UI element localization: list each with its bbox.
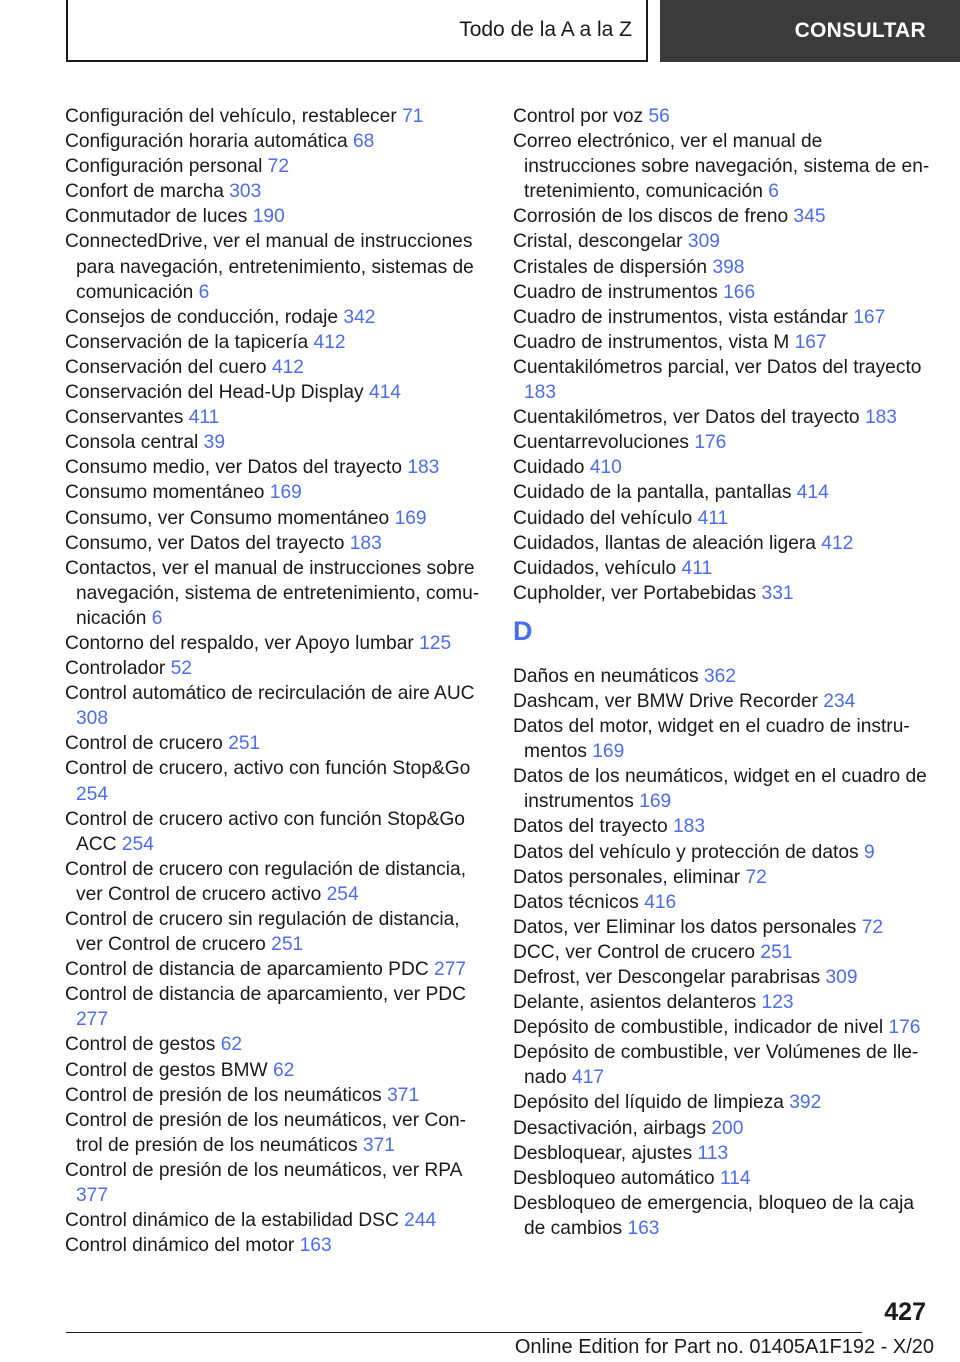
index-page-link[interactable]: 71 [402,106,424,127]
index-entry-text: Control de crucero activo con función Stop&Go ACC [65,808,465,855]
index-page-link[interactable]: 277 [76,1009,109,1031]
index-entry-text: Defrost, ver Descongelar parabrisas [513,967,821,988]
index-page-link[interactable]: 163 [627,1217,660,1239]
index-entry [513,1166,931,1191]
index-page-link[interactable]: 254 [76,783,109,805]
index-page-link[interactable]: 411 [681,557,713,579]
index-entry-text: Datos, ver Eliminar los datos personales [513,916,857,938]
index-entry-text: Control de presión de los neumáticos, ver RPA [65,1159,462,1181]
index-entry-text: Control de presión de los neumáticos [65,1084,382,1106]
index-page-link[interactable]: 362 [703,665,736,687]
index-entry [65,154,485,179]
index-entry-text: Correo electrónico, ver el manual de instrucciones sobre navegación, sistema de entretenimiento, comunicación [513,131,930,203]
index-entry [513,1191,931,1241]
index-page-link[interactable]: 412 [271,356,304,378]
index-page-link[interactable]: 277 [434,959,467,981]
index-page-link[interactable]: 251 [760,941,793,963]
index-entry [65,656,485,681]
index-page-link[interactable]: 371 [362,1134,395,1156]
index-entry [65,857,485,907]
index-entry [513,940,931,965]
index-page-link[interactable]: 398 [712,256,745,278]
index-page-link[interactable]: 412 [313,331,346,353]
index-entry [513,480,931,505]
index-entry-text: Corrosión de los discos de freno [513,206,789,228]
index-entry-text: Cuidado [513,457,585,479]
index-entry [65,957,485,982]
index-page-link[interactable]: 183 [673,816,706,838]
section-tab-label: Todo de la A a la Z [459,18,632,41]
index-entry-text: Control de distancia de aparcamiento PDC [65,959,429,981]
index-page-link[interactable]: 52 [170,658,192,680]
index-page-link[interactable]: 331 [761,582,794,604]
footer-divider [66,1332,862,1333]
index-entry [513,990,931,1015]
index-entry [513,104,931,129]
index-page-link[interactable]: 6 [151,607,163,629]
index-entry [65,129,485,154]
index-page-link[interactable]: 251 [271,934,304,956]
index-entry-text: Configuración horaria automática [65,131,348,153]
index-page-link[interactable]: 417 [572,1067,605,1089]
index-entry-text: Cristales de dispersión [513,256,708,278]
index-entry [65,731,485,756]
index-page-link[interactable]: 56 [648,106,670,127]
index-entry-text: Control dinámico de la estabilidad DSC [65,1210,399,1232]
index-entry-text: Depósito de combustible, ver Volúmenes de llenado [513,1042,919,1089]
index-entry [65,1058,485,1083]
index-entry-text: Cuidados, llantas de aleación ligera [513,532,816,554]
index-entry-text: Control de presión de los neumáticos, ver Control de presión de los neumáticos [65,1109,467,1156]
index-column-left [65,104,485,1258]
index-entry [513,129,931,204]
index-entry [65,982,485,1032]
index-entry [65,531,485,556]
index-entry [65,480,485,505]
index-page-link[interactable]: 200 [711,1117,744,1139]
index-entry-text: ConnectedDrive, ver el manual de instrucciones para navegación, entretenimiento, sistemas de comunicación [65,231,474,303]
index-entry-text: Cuadro de instrumentos, vista estándar [513,306,848,328]
index-page-link[interactable]: 6 [768,181,779,203]
index-entry [65,907,485,957]
consultar-tab[interactable] [660,0,960,62]
index-page-link[interactable]: 176 [888,1017,921,1039]
index-entry [513,581,931,606]
index-entry-text: Conmutador de luces [65,206,248,228]
index-entry [513,430,931,455]
index-page-link[interactable]: 414 [368,382,401,404]
index-entry [513,814,931,839]
index-entry [513,1040,931,1090]
index-page-link[interactable]: 123 [761,992,794,1014]
index-entry [513,405,931,430]
index-entry [513,255,931,280]
index-entry-text: Configuración personal [65,156,263,178]
index-page-link[interactable]: 303 [229,181,262,203]
index-entry [513,204,931,229]
index-entry-text: Desbloquear, ajustes [513,1142,693,1164]
index-entry-text: Cuentakilómetros parcial, ver Datos del trayecto [513,356,922,378]
index-page-link[interactable]: 9 [863,841,875,863]
index-entry-text: Datos del vehículo y protección de datos [513,841,859,863]
index-entry-text: Control de gestos BMW [65,1059,268,1081]
index-entry-text: Control de distancia de aparcamiento, ver PDC [65,984,467,1006]
index-entry-text: Conservantes [65,407,184,429]
index-entry-text: Conservación del cuero [65,356,267,378]
index-entry-text: Cuidado del vehículo [513,507,693,529]
index-entry-text: Datos del trayecto [513,816,668,838]
index-page-link[interactable]: 62 [220,1034,243,1056]
index-entry [65,179,485,204]
index-page-link[interactable]: 163 [299,1235,332,1257]
consultar-tab-label: CONSULTAR [794,19,926,42]
index-entry-text: Cuentakilómetros, ver Datos del trayecto [513,407,860,429]
index-page-link[interactable]: 309 [687,231,720,253]
index-entry-text: Consumo, ver Consumo momentáneo [65,507,390,529]
index-entry [65,305,485,330]
index-entry [513,455,931,480]
index-entry-text: Control de crucero, activo con función Stop&Go [65,758,471,780]
index-page-link[interactable]: 114 [719,1167,751,1189]
index-entry [513,280,931,305]
index-entry [65,355,485,380]
index-page-link[interactable]: 113 [697,1142,729,1164]
index-page-link[interactable]: 183 [864,407,897,429]
index-page-link[interactable]: 244 [404,1210,437,1232]
index-entry-text: Depósito del líquido de limpieza [513,1092,784,1114]
index-page-link[interactable]: 411 [697,507,729,529]
index-entry-text: Datos del motor, widget en el cuadro de instrumentos [513,716,910,763]
index-entry-text: Cuentarrevoluciones [513,432,689,454]
index-page-link[interactable]: 392 [789,1092,822,1114]
index-entry [513,965,931,990]
index-entry [65,1208,485,1233]
index-page-link[interactable]: 167 [853,306,886,328]
index-entry-text: Configuración del vehículo, restablecer [65,106,397,127]
index-page-link[interactable]: 169 [592,741,625,763]
index-entry [513,1015,931,1040]
index-entry [65,380,485,405]
index-entry [65,1032,485,1057]
index-entry [65,631,485,656]
index-page-link[interactable]: 68 [353,131,375,153]
index-entry [513,1090,931,1115]
section-letter: D [513,615,533,646]
index-entry [513,865,931,890]
index-entry [65,1158,485,1208]
index-entry-text: Delante, asientos delanteros [513,992,757,1014]
index-page-link[interactable]: 190 [252,206,285,228]
index-entry-text: Control de crucero con regulación de distancia, ver Control de crucero activo [65,858,467,905]
index-page-link[interactable]: 308 [76,708,109,730]
index-entry-text: Dashcam, ver BMW Drive Recorder [513,690,818,712]
index-entry [513,556,931,581]
index-group-c [513,104,931,606]
index-entry [513,305,931,330]
index-entry [513,890,931,915]
index-entry [65,229,485,304]
index-entry [513,1141,931,1166]
index-page-link[interactable]: 183 [524,382,557,404]
section-tab[interactable] [66,0,648,62]
page-number: 427 [884,1298,926,1326]
index-page-link[interactable]: 342 [343,306,376,328]
index-entry-text: Datos de los neumáticos, widget en el cuadro de instrumentos [513,766,927,813]
index-entry-text: Datos personales, eliminar [513,866,741,888]
index-entry-text: DCC, ver Control de crucero [513,941,756,963]
index-entry [65,1108,485,1158]
index-entry [513,764,931,814]
index-entry [513,664,931,689]
index-entry [513,229,931,254]
index-page-link[interactable]: 411 [188,407,220,429]
index-entry-text: Cuidados, vehículo [513,557,677,579]
index-entry-text: Cuadro de instrumentos [513,281,718,303]
index-page-link[interactable]: 412 [821,532,854,554]
index-page-link[interactable]: 72 [267,156,290,178]
index-entry [65,756,485,806]
footer-edition: Online Edition for Part no. 01405A1F192 - X/20 [514,1336,934,1358]
index-page-link[interactable]: 169 [269,482,302,504]
index-entry [65,681,485,731]
index-entry [513,330,931,355]
index-page-link[interactable]: 125 [419,632,452,654]
index-page-link[interactable]: 62 [272,1059,295,1081]
index-entry [65,1083,485,1108]
index-page-link[interactable]: 72 [745,866,767,888]
index-entry-text: Cuadro de instrumentos, vista M [513,331,790,353]
index-page-link[interactable]: 254 [326,883,359,905]
index-entry-text: Conservación de la tapicería [65,331,309,353]
index-entry-text: Consumo, ver Datos del trayecto [65,532,345,554]
index-entry-text: Contorno del respaldo, ver Apoyo lumbar [65,632,414,654]
index-page-link[interactable]: 169 [394,507,427,529]
index-entry [65,204,485,229]
index-entry-text: Cupholder, ver Portabebidas [513,582,757,604]
index-group-d [513,664,931,1241]
index-entry [65,506,485,531]
index-page-link[interactable]: 39 [203,432,226,454]
index-entry [65,330,485,355]
index-entry [65,405,485,430]
index-entry-text: Control automático de recirculación de aire AUC [65,683,475,705]
index-page-link[interactable]: 414 [796,482,829,504]
index-column-right [513,104,931,1241]
index-entry [65,1233,485,1258]
index-page-link[interactable]: 234 [823,690,856,712]
index-page-link[interactable]: 309 [825,967,858,988]
index-page-link[interactable]: 169 [639,791,672,813]
index-entry-text: Control de crucero sin regulación de distancia, ver Control de crucero [65,909,460,956]
index-entry [513,355,931,405]
index-entry [513,689,931,714]
index-entry-text: Control de gestos [65,1034,216,1056]
index-page-link[interactable]: 345 [793,206,826,228]
index-entry-text: Controlador [65,658,166,680]
index-entry [65,807,485,857]
index-entry-text: Consejos de conducción, rodaje [65,306,339,328]
index-page-link[interactable]: 183 [407,457,440,479]
index-page-link[interactable]: 166 [723,281,756,303]
index-entry-text: Consumo medio, ver Datos del trayecto [65,457,402,479]
index-entry [65,104,485,129]
index-entry-text: Contactos, ver el manual de instrucciones sobre navegación, sistema de entretenimiento, comunicación [65,557,480,629]
index-page-link[interactable]: 6 [198,281,210,303]
index-entry-text: Conservación del Head-Up Display [65,382,364,404]
index-entry-text: Consola central [65,432,199,454]
index-entry-text: Daños en neumáticos [513,665,699,687]
index-page-link[interactable]: 183 [349,532,382,554]
index-entry [65,455,485,480]
index-page-link[interactable]: 254 [121,833,154,855]
index-entry [513,531,931,556]
index-page-link[interactable]: 176 [694,432,727,454]
index-entry-text: Control de crucero [65,733,223,755]
index-entry-text: Desactivación, airbags [513,1117,707,1139]
index-page-link[interactable]: 72 [861,916,884,938]
index-entry-text: Consumo momentáneo [65,482,265,504]
index-entry-text: Confort de marcha [65,181,224,203]
index-entry-text: Control por voz [513,106,644,127]
index-entry-text: Desbloqueo de emergencia, bloqueo de la caja de cambios [513,1192,915,1239]
index-page-link[interactable]: 251 [228,733,261,755]
index-entry [65,556,485,631]
index-entry-text: Cuidado de la pantalla, pantallas [513,482,792,504]
index-entry [513,1116,931,1141]
index-page-link[interactable]: 167 [794,331,827,353]
index-page-link[interactable]: 410 [589,457,622,479]
index-page-link[interactable]: 377 [76,1185,109,1207]
index-entry-text: Depósito de combustible, indicador de nivel [513,1017,884,1039]
index-entry-text: Datos técnicos [513,891,639,913]
index-entry-text: Control dinámico del motor [65,1235,295,1257]
index-entry [513,506,931,531]
index-entry [65,430,485,455]
index-entry [513,915,931,940]
index-entry [513,714,931,764]
index-entry [513,840,931,865]
index-page-link[interactable]: 371 [387,1084,420,1106]
index-entry-text: Cristal, descongelar [513,231,683,253]
index-entry-text: Desbloqueo automático [513,1167,715,1189]
index-page-link[interactable]: 416 [644,891,677,913]
